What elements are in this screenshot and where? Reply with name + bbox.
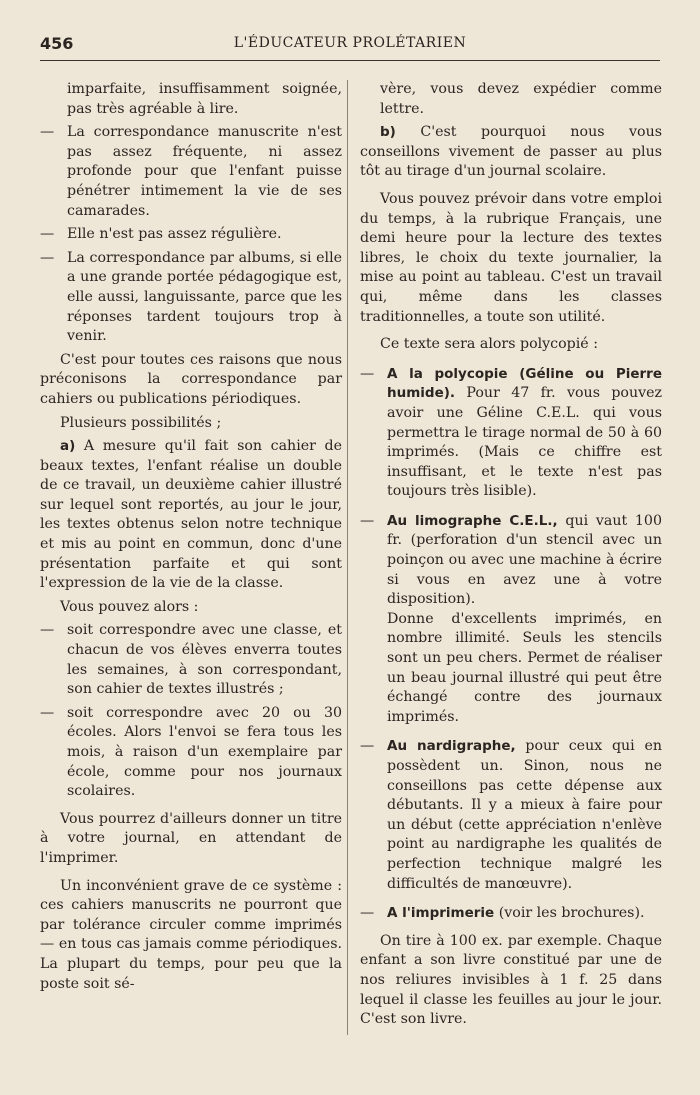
item-title: A l'imprimerie bbox=[387, 905, 495, 922]
dash-item: — Elle n'est pas assez régulière. bbox=[40, 225, 342, 245]
paragraph: imparfaite, insuffisamment soignée, pas très agréable à lire. bbox=[67, 81, 342, 117]
dash-item bbox=[360, 365, 662, 502]
item-text: pour ceux qui en possèdent un. Sinon, nous ne conseillons pas cette dépense aux débutants. Il y a mieux à faire pour un début (cette appréciation n'enlève point au nardigraphe les qualités de perfection technique malgré les difficultés de manœuvre). bbox=[387, 738, 662, 892]
left-column bbox=[40, 80, 342, 994]
item-text: qui vaut 100 fr. (perforation d'un stencil avec un poinçon ou avec une machine à écrire si vous en avez une à votre disposition). bbox=[387, 512, 662, 608]
item-text: C'est pourquoi nous vous conseillons vivement de passer au plus tôt au tirage d'un journal scolaire. bbox=[360, 124, 662, 180]
dash-item: — La correspondance par albums, si elle a une grande portée pédagogique est, elle aussi, languissante, parce que les réponses tardent toujours trop à venir. bbox=[40, 249, 342, 347]
page-number: 456 bbox=[40, 34, 74, 53]
dash-item: — soit correspondre avec une classe, et chacun de vos élèves enverra toutes les semaines, à son correspondant, son cahier de textes illustrés ; bbox=[40, 621, 342, 699]
dash-item: — La correspondance manuscrite n'est pas assez fréquente, ni assez profonde pour que l'enfant puisse pénétrer intimement la vie de ses camarades. bbox=[40, 123, 342, 221]
item-title: Au nardigraphe, bbox=[387, 738, 516, 755]
journal-title: L'ÉDUCATEUR PROLÉTARIEN bbox=[233, 35, 467, 51]
item-text: (voir les brochures). bbox=[494, 905, 645, 922]
paragraph: On tire à 100 ex. par exemple. Chaque enfant a son livre constitué par une de nos reliures invisibles à 1 f. 25 dans lequel il classe les feuilles au jour le jour. C'est son livre. bbox=[360, 932, 662, 1028]
paragraph bbox=[40, 437, 342, 594]
paragraph: Vous pourrez d'ailleurs donner un titre à votre journal, en attendant de l'imprimer. bbox=[40, 810, 342, 866]
dash-item bbox=[360, 512, 662, 610]
paragraph: Vous pouvez prévoir dans votre emploi du temps, à la rubrique Français, une demi heure pour la lecture des textes libres, le choix du texte journalier, la mise au point au tableau. C'est un travail qui, même dans les classes traditionnelles, a toute son utilité. bbox=[360, 190, 662, 325]
paragraph: Vous pouvez alors : bbox=[60, 598, 199, 615]
paragraph: Plusieurs possibilités ; bbox=[60, 414, 222, 431]
dash-item bbox=[360, 904, 662, 924]
item-continuation: Donne d'excellents imprimés, en nombre illimité. Seuls les stencils sont un peu chers. Permet de réaliser un beau journal illustré qui peut être échangé contre des journaux imprimés. bbox=[387, 610, 662, 725]
paragraph: C'est pour toutes ces raisons que nous préconisons la correspondance par cahiers ou publications périodiques. bbox=[40, 351, 342, 407]
paragraph: Ce texte sera alors polycopié : bbox=[380, 336, 598, 353]
dash-item bbox=[360, 737, 662, 894]
item-text: A mesure qu'il fait son cahier de beaux textes, l'enfant réalise un double de ce travail, un deuxième cahier illustré sur lequel sont reportés, au jour le jour, les textes obtenus selon notre technique et mis au point en commun, donc d'une présentation parfaite et qui sont l'expression de la vie de la classe. bbox=[40, 438, 342, 592]
item-label: b) bbox=[380, 124, 396, 141]
item-text: Pour 47 fr. vous pouvez avoir une Géline C.E.L. qui vous permettra le tirage normal de 50 à 60 imprimés. (Mais ce chiffre est insuffisant, et le texte n'est pas toujours très lisible). bbox=[387, 385, 662, 500]
dash-item: — soit correspondre avec 20 ou 30 écoles. Alors l'envoi se fera tous les mois, à raison d'un exemplaire par école, comme pour nos journaux scolaires. bbox=[40, 704, 342, 802]
paragraph bbox=[360, 123, 662, 182]
item-title: A la polycopie (Géline ou Pierre humide). bbox=[387, 365, 662, 402]
page-header bbox=[40, 34, 660, 61]
right-column bbox=[360, 80, 662, 1030]
item-title: Au limographe C.E.L., bbox=[387, 512, 558, 529]
paragraph: vère, vous devez expédier comme lettre. bbox=[380, 81, 662, 117]
item-label: a) bbox=[60, 438, 76, 455]
column-divider bbox=[347, 80, 348, 1035]
paragraph: Un inconvénient grave de ce système : ces cahiers manuscrits ne pourront que par tolérance circuler comme imprimés — en tous cas jamais comme périodiques. La plupart du temps, pour peu que la poste soit sé- bbox=[40, 877, 342, 992]
